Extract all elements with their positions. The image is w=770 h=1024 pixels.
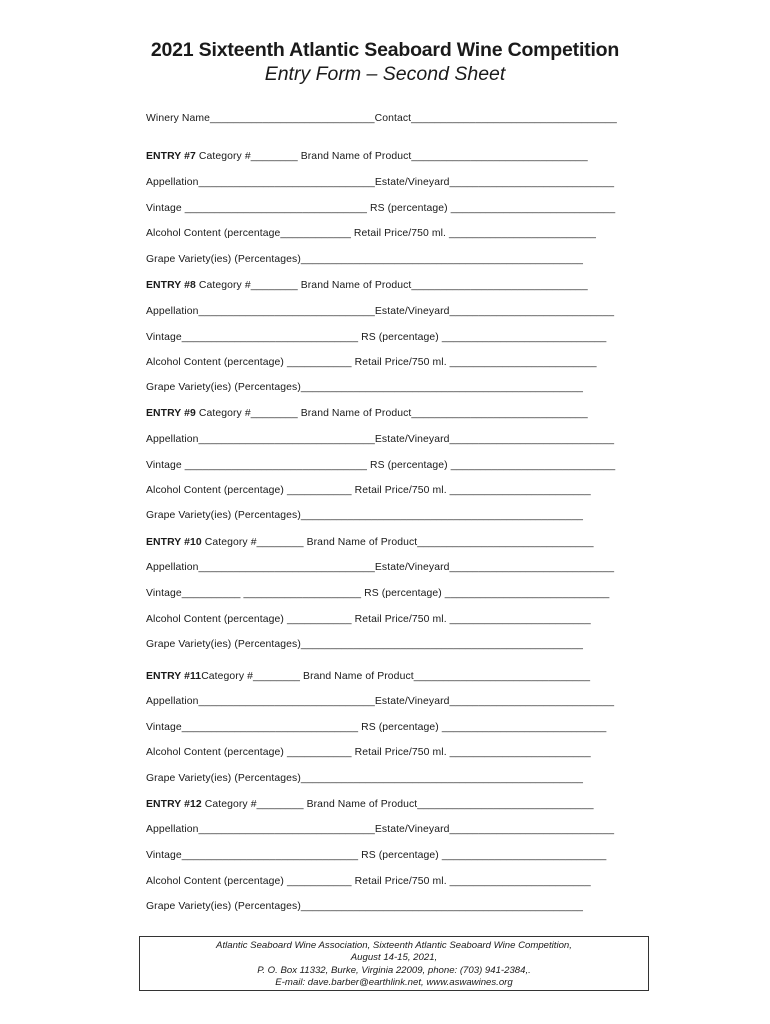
- entry-7-header: [146, 151, 588, 162]
- entry-fields: Category #________ Brand Name of Product______________________________: [201, 671, 591, 682]
- grape-line: Grape Variety(ies) (Percentages)________________________________________________: [146, 773, 584, 784]
- alcohol-line: Alcohol Content (percentage) ___________ Retail Price/750 ml. ________________________: [146, 747, 591, 758]
- entry-9-header: [146, 408, 588, 419]
- footer-box: [139, 936, 649, 991]
- vintage-line: Vintage _______________________________ RS (percentage) ____________________________: [146, 460, 616, 471]
- appellation-line: Appellation______________________________Estate/Vineyard____________________________: [146, 696, 615, 707]
- entry-11-header: [146, 671, 590, 682]
- alcohol-line: Alcohol Content (percentage____________ Retail Price/750 ml. _________________________: [146, 228, 596, 239]
- entry-label: ENTRY #12: [146, 799, 202, 810]
- entry-label: ENTRY #8: [146, 280, 196, 291]
- entry-fields: Category #________ Brand Name of Product______________________________: [195, 280, 588, 291]
- entry-fields: Category #________ Brand Name of Product______________________________: [201, 537, 594, 548]
- footer-dates: August 14-15, 2021,: [350, 952, 438, 964]
- vintage-line: Vintage__________ ____________________ RS (percentage) ____________________________: [146, 588, 610, 599]
- alcohol-line: Alcohol Content (percentage) ___________ Retail Price/750 ml. ________________________: [146, 485, 591, 496]
- grape-line: Grape Variety(ies) (Percentages)________________________________________________: [146, 382, 584, 393]
- entry-12-header: [146, 799, 594, 810]
- footer-contact: E-mail: dave.barber@earthlink.net, www.aswawines.org: [275, 977, 513, 989]
- appellation-line: Appellation______________________________Estate/Vineyard____________________________: [146, 824, 615, 835]
- winery-contact-line: Winery Name____________________________Contact___________________________________: [146, 113, 617, 124]
- grape-line: Grape Variety(ies) (Percentages)________________________________________________: [146, 510, 584, 521]
- appellation-line: Appellation______________________________Estate/Vineyard____________________________: [146, 562, 615, 573]
- appellation-line: Appellation______________________________Estate/Vineyard____________________________: [146, 434, 615, 445]
- appellation-line: Appellation______________________________Estate/Vineyard____________________________: [146, 306, 615, 317]
- vintage-line: Vintage _______________________________ RS (percentage) ____________________________: [146, 203, 616, 214]
- grape-line: Grape Variety(ies) (Percentages)________________________________________________: [146, 639, 584, 650]
- footer-address: P. O. Box 11332, Burke, Virginia 22009, phone: (703) 941-2384,.: [257, 964, 531, 976]
- alcohol-line: Alcohol Content (percentage) ___________ Retail Price/750 ml. _________________________: [146, 357, 597, 368]
- form-subtitle: Entry Form – Second Sheet: [264, 63, 506, 85]
- entry-10-header: [146, 537, 594, 548]
- alcohol-line: Alcohol Content (percentage) ___________ Retail Price/750 ml. ________________________: [146, 876, 591, 887]
- vintage-line: Vintage______________________________ RS (percentage) ____________________________: [146, 850, 607, 861]
- vintage-line: Vintage______________________________ RS (percentage) ____________________________: [146, 332, 607, 343]
- form-title: 2021 Sixteenth Atlantic Seaboard Wine Competition: [150, 39, 620, 61]
- entry-label: ENTRY #9: [146, 408, 196, 419]
- appellation-line: Appellation______________________________Estate/Vineyard____________________________: [146, 177, 615, 188]
- entry-fields: Category #________ Brand Name of Product______________________________: [201, 799, 594, 810]
- entry-8-header: [146, 280, 588, 291]
- grape-line: Grape Variety(ies) (Percentages)________________________________________________: [146, 254, 584, 265]
- alcohol-line: Alcohol Content (percentage) ___________ Retail Price/750 ml. ________________________: [146, 614, 591, 625]
- entry-label: ENTRY #7: [146, 151, 196, 162]
- entry-label: ENTRY #10: [146, 537, 202, 548]
- entry-label: ENTRY #11: [146, 671, 202, 682]
- entry-fields: Category #________ Brand Name of Product______________________________: [195, 408, 588, 419]
- footer-association: Atlantic Seaboard Wine Association, Sixteenth Atlantic Seaboard Wine Competition,: [216, 940, 572, 951]
- vintage-line: Vintage______________________________ RS (percentage) ____________________________: [146, 722, 607, 733]
- entry-fields: Category #________ Brand Name of Product______________________________: [195, 151, 588, 162]
- grape-line: Grape Variety(ies) (Percentages)________________________________________________: [146, 901, 584, 912]
